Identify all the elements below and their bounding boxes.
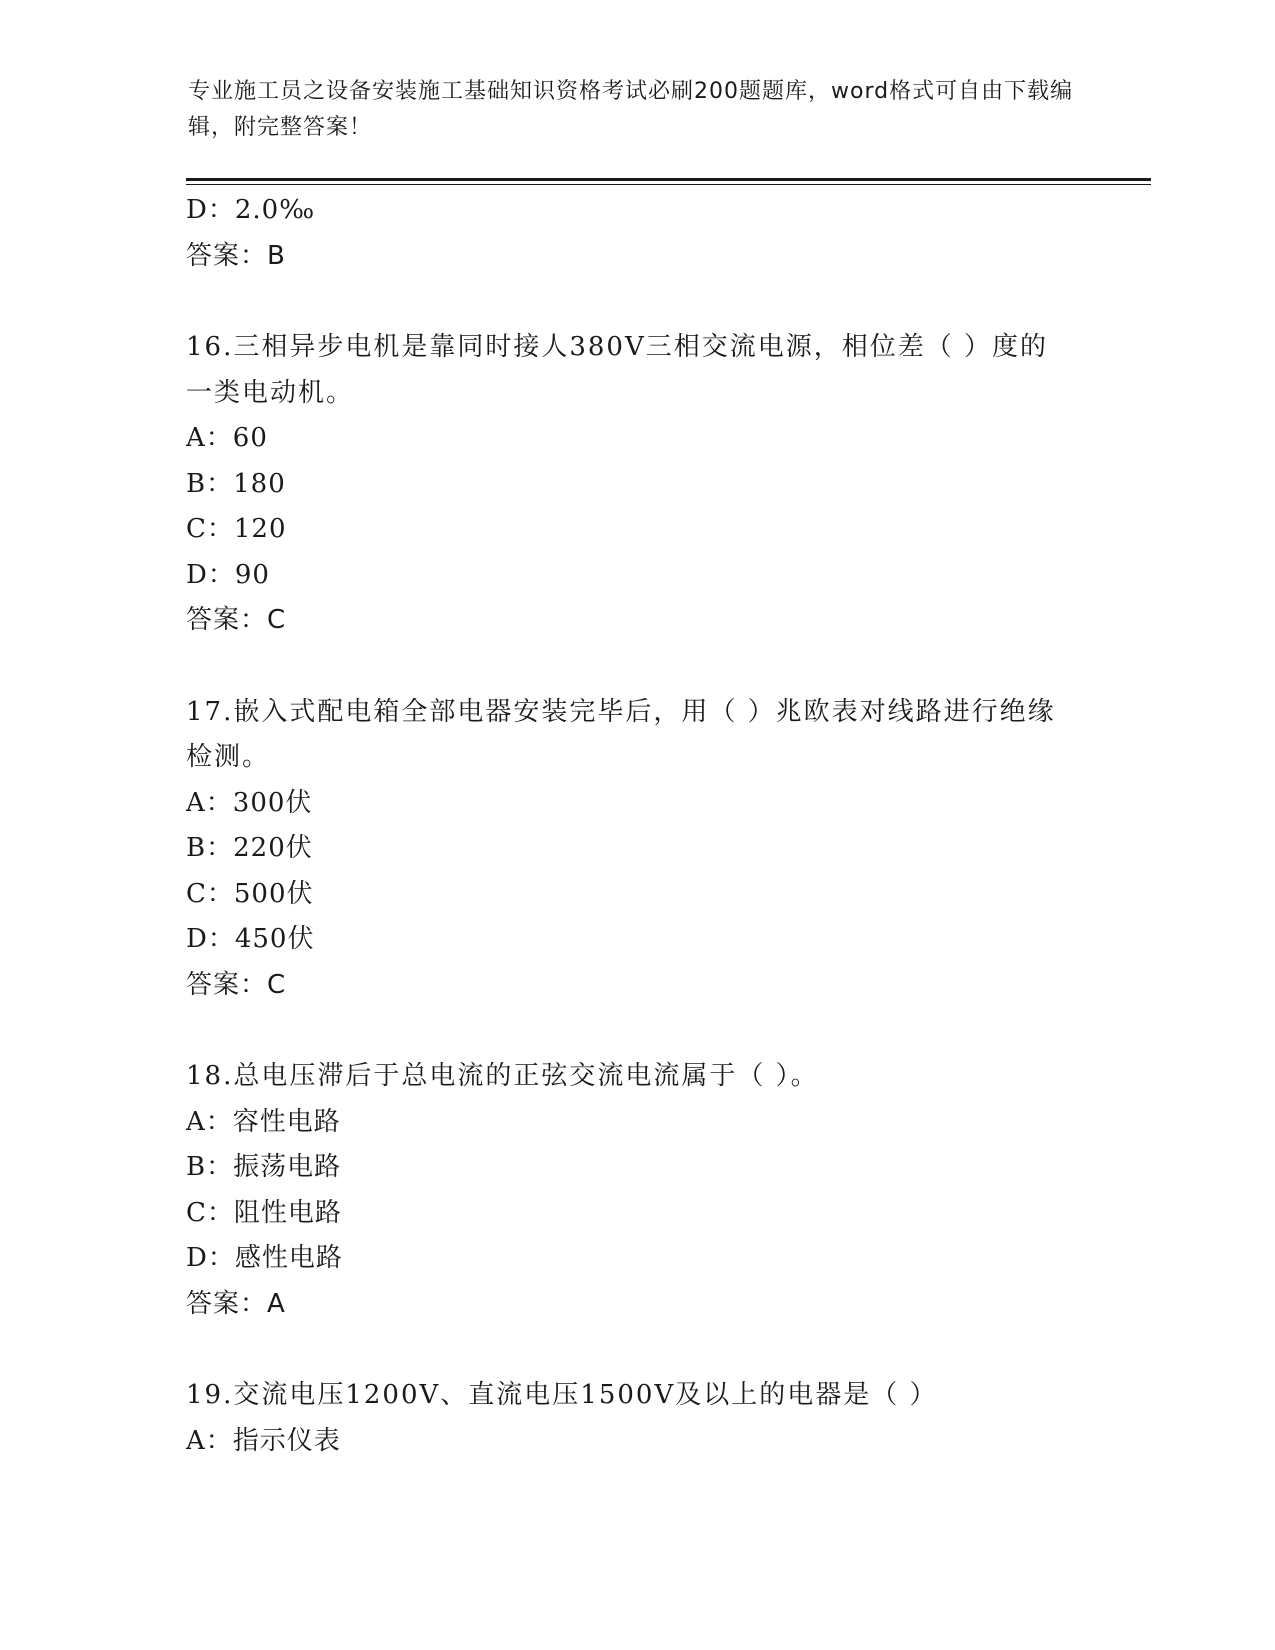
spacer — [186, 644, 1086, 690]
header-divider-thin — [186, 184, 1151, 185]
option-a: A：300伏 — [186, 787, 313, 818]
option-d: D：450伏 — [186, 924, 315, 954]
question-stem: 17.嵌入式配电箱全部电器安装完毕后，用（ ）兆欧表对线路进行绝缘检测。 — [186, 696, 1056, 772]
option-a: A：60 — [186, 423, 268, 453]
header-divider-thick — [186, 178, 1151, 181]
spacer — [186, 1008, 1086, 1054]
question-stem: 18.总电压滞后于总电流的正弦交流电流属于（ ）。 — [186, 1061, 819, 1091]
option-a: A：指示仪表 — [186, 1425, 341, 1456]
question-19 — [186, 1373, 1086, 1464]
option-c: C：120 — [186, 514, 287, 544]
option-d: D：2.0‰ — [186, 195, 316, 225]
page-header: 专业施工员之设备安装施工基础知识资格考试必刷200题题库，word格式可自由下载编辑，附完整答案！ — [188, 79, 1074, 140]
question-18 — [186, 1054, 1086, 1327]
answer-label: 答案：B — [186, 240, 286, 271]
option-d: D：90 — [186, 559, 270, 590]
question-stem: 19.交流电压1200V、直流电压1500V及以上的电器是（ ） — [186, 1380, 938, 1410]
option-d: D：感性电路 — [186, 1243, 343, 1273]
answer-label: 答案：C — [186, 605, 287, 635]
spacer — [186, 1327, 1086, 1373]
answer-label: 答案：C — [186, 969, 287, 1000]
question-16 — [186, 325, 1086, 644]
option-b: B：220伏 — [186, 833, 313, 863]
option-b: B：振荡电路 — [186, 1152, 342, 1182]
question-list — [186, 188, 1086, 1464]
question-17 — [186, 690, 1086, 1009]
answer-label: 答案：A — [186, 1288, 286, 1319]
option-c: C：500伏 — [186, 878, 314, 909]
spacer — [186, 279, 1086, 325]
option-a: A：容性电路 — [186, 1106, 341, 1137]
question-stem: 16.三相异步电机是靠同时接人380V三相交流电源，相位差（ ）度的一类电动机。 — [186, 332, 1049, 408]
option-b: B：180 — [186, 468, 286, 499]
option-c: C：阻性电路 — [186, 1197, 342, 1228]
